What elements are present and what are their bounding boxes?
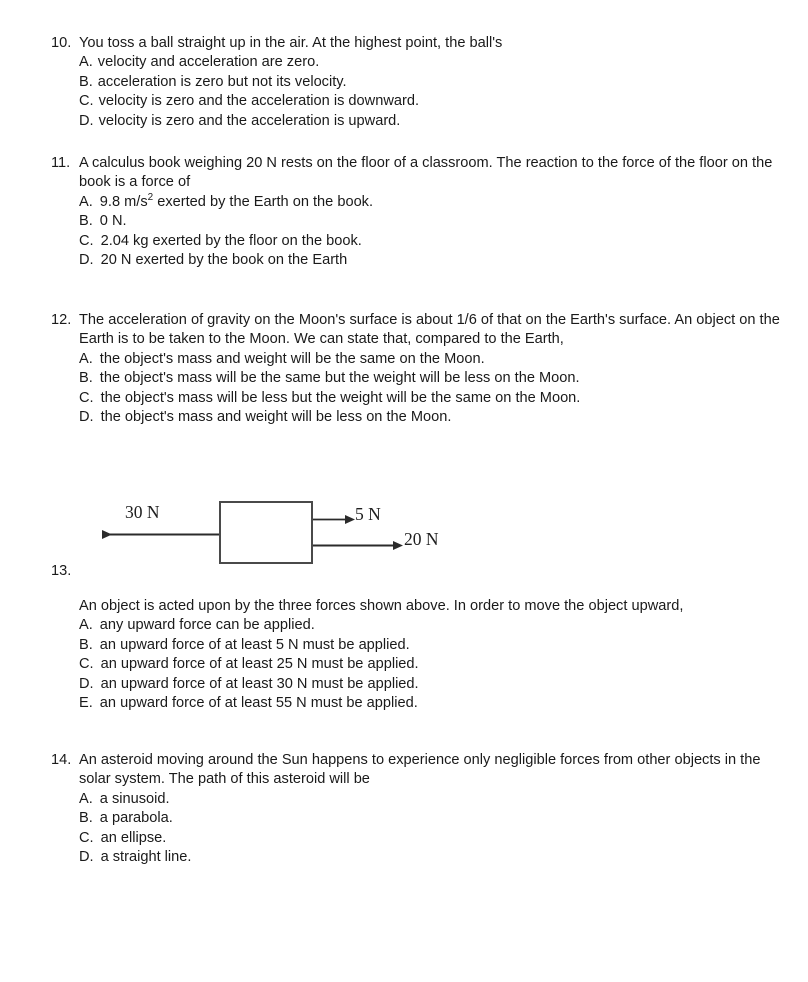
option-12-a[interactable] <box>79 350 796 369</box>
option-14-b-text: a parabola. <box>99 810 173 827</box>
option-11-c[interactable] <box>79 232 796 251</box>
question-11-options <box>79 193 796 271</box>
option-12-d[interactable] <box>79 408 796 427</box>
option-12-c[interactable] <box>79 389 796 408</box>
option-11-a-text-pre: 9.8 m/s <box>99 193 148 210</box>
question-11 <box>51 154 796 270</box>
option-10-b-text: acceleration is zero but not its velocity. <box>97 73 347 90</box>
option-11-d-letter: D. <box>79 252 94 269</box>
question-14 <box>51 751 796 867</box>
option-12-c-letter: C. <box>79 389 94 406</box>
option-10-c-letter: C. <box>79 93 94 110</box>
option-11-d-text: 20 N exerted by the book on the Earth <box>100 252 348 269</box>
option-13-e[interactable] <box>79 694 794 713</box>
question-10-header <box>51 34 796 53</box>
question-10-number: 10. <box>51 35 72 51</box>
question-14-number: 14. <box>51 752 72 768</box>
option-11-a-superscript: 2 <box>147 191 154 203</box>
option-11-b[interactable] <box>79 212 796 231</box>
option-10-d-text: velocity is zero and the acceleration is upward. <box>98 112 401 129</box>
question-12 <box>51 311 796 427</box>
option-12-d-letter: D. <box>79 409 94 426</box>
option-14-c[interactable] <box>79 829 796 848</box>
question-14-options <box>79 790 796 868</box>
option-12-a-text: the object's mass and weight will be the same on the Moon. <box>99 350 485 367</box>
option-14-d[interactable] <box>79 848 796 867</box>
question-13-options <box>79 616 794 713</box>
option-10-d[interactable] <box>79 112 796 131</box>
question-12-number: 12. <box>51 312 72 328</box>
option-11-d[interactable] <box>79 251 796 270</box>
option-10-a-letter: A. <box>79 54 93 71</box>
option-14-c-text: an ellipse. <box>100 829 167 846</box>
question-14-header <box>51 751 796 790</box>
option-10-b-letter: B. <box>79 73 93 90</box>
option-11-a-text <box>100 193 796 212</box>
option-13-b[interactable] <box>79 636 794 655</box>
question-12-stem: The acceleration of gravity on the Moon's surface is about 1/6 of that on the Earth's surface. An object on the Earth is to be taken to the Moon. We can state that, compared to the Earth, <box>79 312 780 348</box>
object-block <box>219 501 313 564</box>
option-10-c-text: velocity is zero and the acceleration is downward. <box>98 93 420 110</box>
option-11-b-letter: B. <box>79 213 93 230</box>
force-label-30n: 30 N <box>125 502 160 522</box>
option-10-b[interactable] <box>79 73 796 92</box>
option-14-d-letter: D. <box>79 849 94 866</box>
option-12-d-text: the object's mass and weight will be less on the Moon. <box>100 409 452 426</box>
option-11-a-text-post: exerted by the Earth on the book. <box>153 193 374 210</box>
option-13-a-letter: A. <box>79 617 93 634</box>
option-13-c-text: an upward force of at least 25 N must be applied. <box>100 656 419 673</box>
option-12-c-text: the object's mass will be less but the weight will be the same on the Moon. <box>100 389 581 406</box>
question-10-stem: You toss a ball straight up in the air. At the highest point, the ball's <box>79 35 503 51</box>
option-12-b-text: the object's mass will be the same but the weight will be less on the Moon. <box>99 370 580 387</box>
option-14-a[interactable] <box>79 790 796 809</box>
question-12-header <box>51 311 796 350</box>
option-11-c-text: 2.04 kg exerted by the floor on the book. <box>100 232 362 249</box>
option-13-e-letter: E. <box>79 695 93 712</box>
option-13-d-letter: D. <box>79 675 94 692</box>
question-12-options <box>79 350 796 428</box>
question-13-number: 13. <box>51 563 72 579</box>
option-12-a-letter: A. <box>79 350 93 367</box>
question-10-options <box>79 53 796 131</box>
question-13 <box>79 597 794 713</box>
option-10-d-letter: D. <box>79 112 94 129</box>
option-11-b-text: 0 N. <box>99 213 127 230</box>
option-14-a-text: a sinusoid. <box>99 790 170 807</box>
option-14-b[interactable] <box>79 809 796 828</box>
option-13-e-text: an upward force of at least 55 N must be applied. <box>99 695 418 712</box>
option-12-b-letter: B. <box>79 370 93 387</box>
force-label-5n: 5 N <box>355 504 381 524</box>
option-13-a[interactable] <box>79 616 794 635</box>
option-14-a-letter: A. <box>79 790 93 807</box>
question-10 <box>51 34 796 131</box>
option-10-a[interactable] <box>79 53 796 72</box>
question-11-stem: A calculus book weighing 20 N rests on the floor of a classroom. The reaction to the force of the floor on the book is a force of <box>79 155 773 191</box>
option-11-a[interactable] <box>79 193 796 212</box>
option-10-c[interactable] <box>79 92 796 111</box>
force-label-20n: 20 N <box>404 529 439 549</box>
option-14-b-letter: B. <box>79 810 93 827</box>
option-12-b[interactable] <box>79 369 796 388</box>
option-10-a-text: velocity and acceleration are zero. <box>97 54 320 71</box>
option-13-b-text: an upward force of at least 5 N must be applied. <box>99 636 410 653</box>
option-13-c-letter: C. <box>79 656 94 673</box>
option-13-d-text: an upward force of at least 30 N must be applied. <box>100 675 419 692</box>
question-13-stem: An object is acted upon by the three forces shown above. In order to move the object upward, <box>79 598 684 614</box>
question-14-stem: An asteroid moving around the Sun happens to experience only negligible forces from other objects in the solar system. The path of this asteroid will be <box>79 752 761 788</box>
free-body-diagram <box>51 495 531 585</box>
option-13-c[interactable] <box>79 655 794 674</box>
option-13-b-letter: B. <box>79 636 93 653</box>
option-13-a-text: any upward force can be applied. <box>99 617 315 634</box>
option-11-c-letter: C. <box>79 232 94 249</box>
question-11-header <box>51 154 796 193</box>
option-14-d-text: a straight line. <box>100 849 192 866</box>
question-11-number: 11. <box>51 155 71 171</box>
option-14-c-letter: C. <box>79 829 94 846</box>
option-11-a-letter: A. <box>79 193 93 210</box>
option-13-d[interactable] <box>79 675 794 694</box>
